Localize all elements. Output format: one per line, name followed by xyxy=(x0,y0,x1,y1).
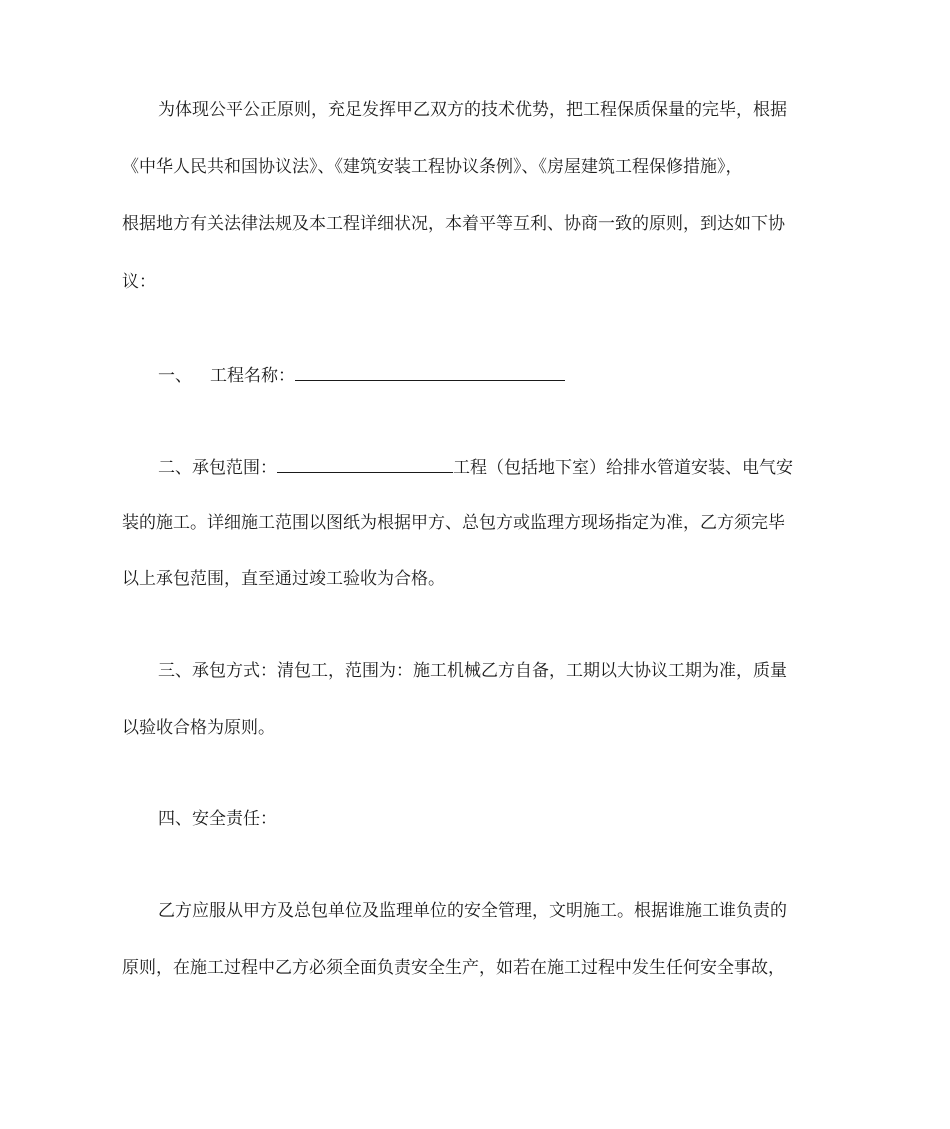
intro-line-2: 《中华人民共和国协议法》、《建筑安装工程协议条例》、《房屋建筑工程保修措施》， xyxy=(122,157,743,177)
section-4-line-1: 乙方应服从甲方及总包单位及监理单位的安全管理，文明施工。根据谁施工谁负责的 xyxy=(158,901,787,921)
intro-line-4: 议： xyxy=(122,272,156,292)
section-1-label: 工程名称： xyxy=(210,366,295,386)
section-3-line-2: 以验收合格为原则。 xyxy=(122,718,275,738)
section-2-line-2: 装的施工。详细施工范围以图纸为根据甲方、总包方或监理方现场指定为准，乙方须完毕 xyxy=(122,513,785,533)
project-name-blank xyxy=(295,362,565,381)
intro-line-1: 为体现公平公正原则，充足发挥甲乙双方的技术优势，把工程保质保量的完毕，根据 xyxy=(158,100,787,120)
intro-line-3: 根据地方有关法律法规及本工程详细状况，本着平等互利、协商一致的原则，到达如下协 xyxy=(122,214,785,234)
section-2-line-1 xyxy=(158,454,793,480)
scope-blank xyxy=(277,454,453,473)
section-4-heading: 四、安全责任： xyxy=(158,809,277,829)
section-1-number: 一、 xyxy=(158,366,192,386)
section-2-after-blank: 工程（包括地下室）给排水管道安装、电气安 xyxy=(453,458,793,478)
section-2-line-3: 以上承包范围，直至通过竣工验收为合格。 xyxy=(122,569,445,589)
section-3-line-1: 三、承包方式：清包工，范围为：施工机械乙方自备，工期以大协议工期为准，质量 xyxy=(158,661,787,681)
section-2-label: 二、承包范围： xyxy=(158,458,277,478)
section-1-project-name xyxy=(158,362,565,388)
section-4-line-2: 原则，在施工过程中乙方必须全面负责安全生产，如若在施工过程中发生任何安全事故， xyxy=(122,958,785,978)
